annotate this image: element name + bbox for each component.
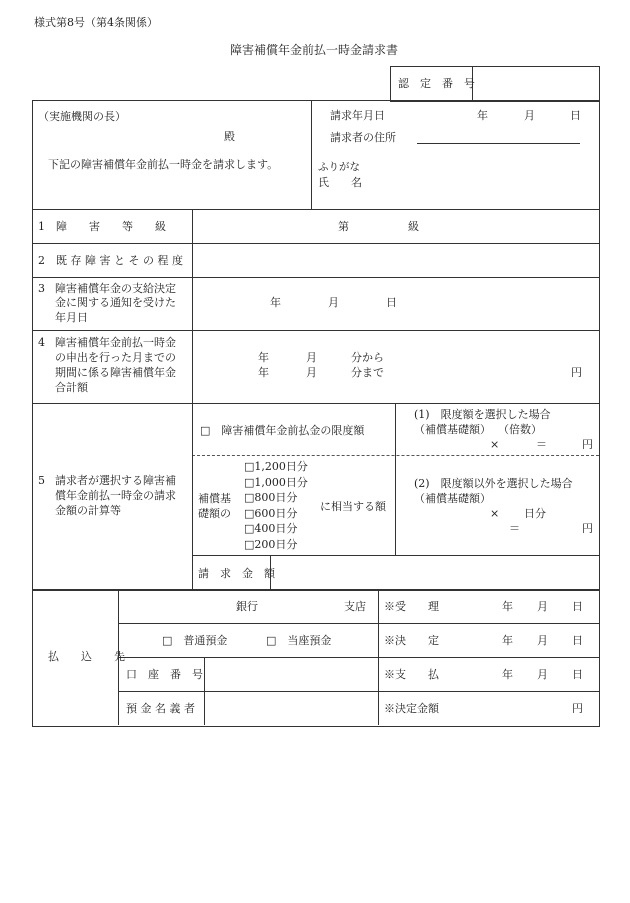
row4-yen-unit: 円: [571, 366, 582, 379]
row4-line3: 期間に係る障害補償年金: [55, 366, 176, 379]
address-field-line[interactable]: [417, 143, 580, 144]
grade-prefix: 第: [338, 220, 349, 233]
row4-line4: 合計額: [55, 381, 88, 394]
row4-from-year-unit: 年: [258, 351, 269, 364]
decided-amount-label: ※決定金額: [384, 702, 439, 715]
case2-times: ×: [490, 507, 500, 520]
row3-line1: 障害補償年金の支給決定: [55, 282, 176, 295]
row4-to-month-unit: 月: [306, 366, 317, 379]
bank-label: 銀行: [236, 600, 258, 613]
cert-number-label: 認 定 番 号: [398, 77, 475, 90]
row4-to-year-unit: 年: [258, 366, 269, 379]
row5-line2: 償年金前払一時金の請求: [55, 489, 176, 502]
row2-label: 2 既 存 障 害 と そ の 程 度: [38, 254, 183, 267]
request-month-unit: 月: [524, 109, 535, 122]
request-amount-field[interactable]: [276, 560, 594, 584]
row3-day-unit: 日: [386, 296, 397, 309]
option-200-days[interactable]: □200日分: [244, 538, 298, 551]
row1-label: 1 障 害 等 級: [38, 220, 166, 233]
option-800-days[interactable]: □800日分: [244, 491, 298, 504]
case2-equals: ＝: [509, 522, 520, 535]
equivalent-label: に相当する額: [320, 500, 386, 513]
head-of-institution-label: （実施機関の長）: [38, 110, 126, 123]
paid-label: ※支 払: [384, 668, 439, 681]
row4-from: 分から: [351, 351, 384, 364]
case1-yen: 円: [582, 438, 593, 451]
received-day-unit: 日: [572, 600, 583, 613]
case2-title: (2) 限度額以外を選択した場合: [414, 477, 573, 490]
account-holder-field[interactable]: [210, 695, 374, 721]
account-number-field[interactable]: [210, 661, 374, 687]
case2-basic: （補償基礎額）: [414, 492, 491, 505]
account-holder-label: 預 金 名 義 者: [126, 702, 195, 715]
request-amount-label: 請 求 金 額: [198, 567, 275, 580]
request-day-unit: 日: [570, 109, 581, 122]
furigana-label: ふりがな: [318, 161, 360, 173]
row5-line3: 金額の計算等: [55, 504, 121, 517]
payee-label: 払 込 先: [48, 650, 125, 663]
row3-month-unit: 月: [328, 296, 339, 309]
case1-times: ×: [490, 438, 500, 451]
case1-title: (1) 限度額を選択した場合: [414, 408, 551, 421]
option-600-days[interactable]: □600日分: [244, 507, 298, 520]
row3-number: 3: [38, 282, 45, 295]
row4-line2: の申出を行った月までの: [55, 351, 176, 364]
grade-suffix: 級: [408, 220, 419, 233]
page-title: 障害補償年金前払一時金請求書: [230, 43, 399, 57]
case1-equals: ＝: [536, 438, 547, 451]
cert-number-field[interactable]: [478, 72, 596, 96]
row3-line3: 年月日: [55, 311, 88, 324]
request-date-label: 請求年月日: [330, 109, 385, 122]
address-label: 請求者の住所: [330, 131, 396, 144]
branch-label: 支店: [344, 600, 366, 613]
row4-number: 4: [38, 336, 45, 349]
current-deposit-checkbox[interactable]: □ 当座預金: [266, 634, 332, 647]
decided-year-unit: 年: [502, 634, 513, 647]
received-year-unit: 年: [502, 600, 513, 613]
name-label: 氏 名: [318, 176, 362, 189]
basis-line1: 補償基: [198, 492, 231, 505]
decided-day-unit: 日: [572, 634, 583, 647]
decided-amount-yen: 円: [572, 702, 583, 715]
case1-basic: （補償基礎額）: [414, 423, 491, 436]
option-1000-days[interactable]: □1,000日分: [244, 476, 308, 489]
basis-line2: 礎額の: [198, 507, 231, 520]
decided-label: ※決 定: [384, 634, 439, 647]
account-number-label: 口 座 番 号: [126, 668, 203, 681]
case1-multiple: （倍数）: [498, 423, 542, 436]
case2-days: 日分: [524, 507, 546, 520]
row4-to: 分まで: [351, 366, 384, 379]
row4-line1: 障害補償年金前払一時金: [55, 336, 176, 349]
paid-month-unit: 月: [537, 668, 548, 681]
honorific: 殿: [224, 130, 235, 143]
row3-year-unit: 年: [270, 296, 281, 309]
row4-from-month-unit: 月: [306, 351, 317, 364]
paid-day-unit: 日: [572, 668, 583, 681]
limit-checkbox[interactable]: □ 障害補償年金前払金の限度額: [200, 424, 365, 437]
row3-line2: 金に関する通知を受けた: [55, 296, 176, 309]
received-month-unit: 月: [537, 600, 548, 613]
form-number: 様式第8号（第4条関係）: [34, 16, 158, 29]
ordinary-deposit-checkbox[interactable]: □ 普通預金: [162, 634, 228, 647]
option-1200-days[interactable]: □1,200日分: [244, 460, 308, 473]
row5-line1: 請求者が選択する障害補: [55, 474, 176, 487]
request-statement: 下記の障害補償年金前払一時金を請求します。: [48, 158, 279, 171]
decided-month-unit: 月: [537, 634, 548, 647]
paid-year-unit: 年: [502, 668, 513, 681]
request-year-unit: 年: [477, 109, 488, 122]
row5-number: 5: [38, 474, 45, 487]
case2-yen: 円: [582, 522, 593, 535]
received-label: ※受 理: [384, 600, 439, 613]
option-400-days[interactable]: □400日分: [244, 522, 298, 535]
